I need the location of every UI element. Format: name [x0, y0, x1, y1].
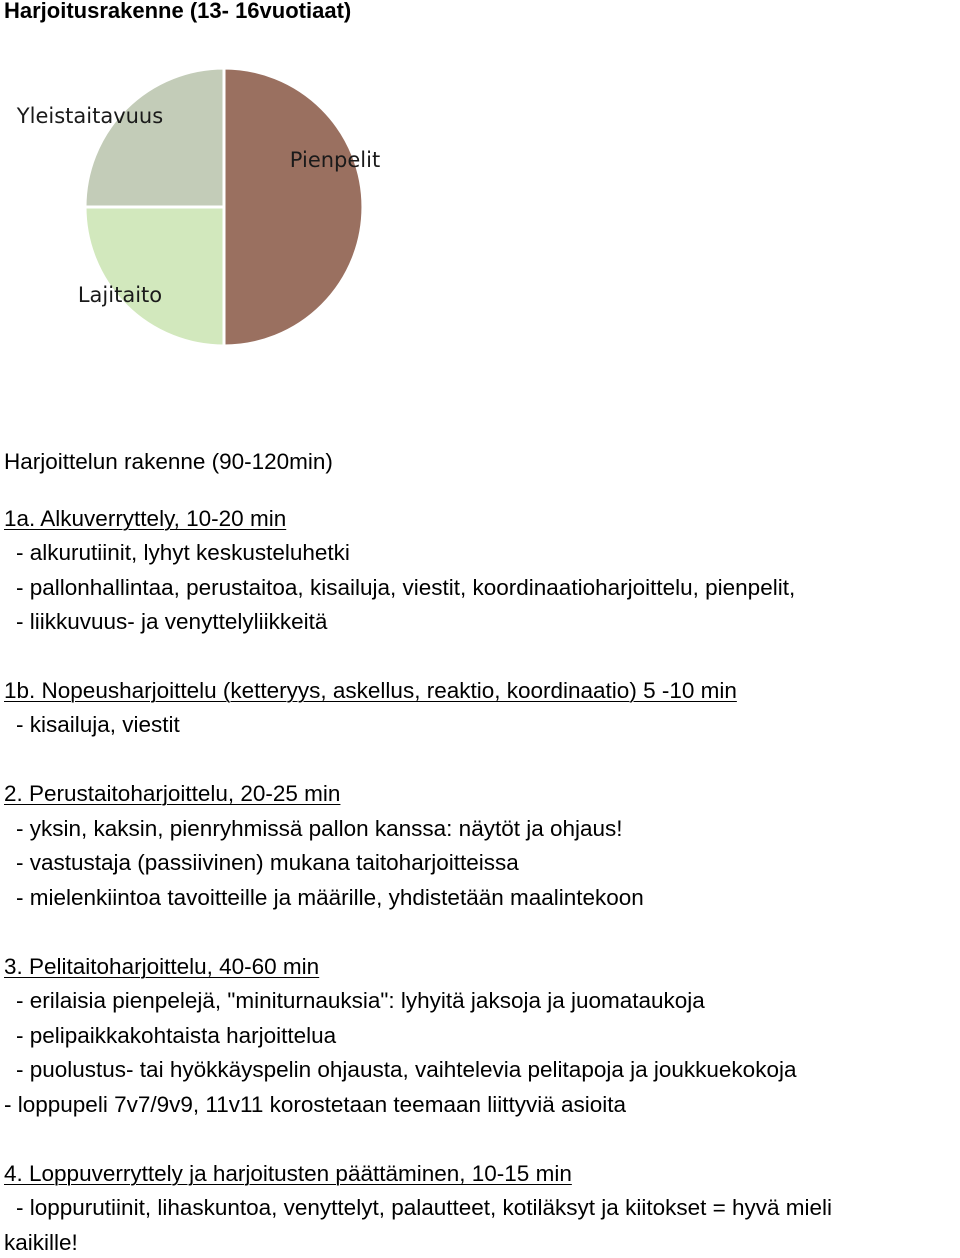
pie-slice-yleistaitavuus — [85, 68, 224, 207]
section-1b-heading: 1b. Nopeusharjoittelu (ketteryys, askellus, reaktio, koordinaatio) 5 -10 min — [4, 678, 737, 703]
pie-slice-pienpelit — [224, 68, 363, 346]
section-1b-item: - kisailuja, viestit — [16, 712, 180, 737]
section-2-heading: 2. Perustaitoharjoittelu, 20-25 min — [4, 781, 341, 806]
section-4-heading: 4. Loppuverryttely ja harjoitusten päättäminen, 10-15 min — [4, 1161, 572, 1186]
section-3-item: - pelipaikkakohtaista harjoittelua — [16, 1023, 337, 1048]
section-1a-heading: 1a. Alkuverryttely, 10-20 min — [4, 506, 287, 531]
document-title: Harjoitusrakenne (13- 16vuotiaat) — [4, 0, 352, 23]
section-2-item: - vastustaja (passiivinen) mukana taitoharjoitteissa — [16, 850, 519, 875]
training-structure-pie-chart — [0, 50, 420, 360]
section-2-item: - mielenkiintoa tavoitteille ja määrille, yhdistetään maalintekoon — [16, 885, 644, 910]
section-4-item: kaikille! — [4, 1230, 78, 1255]
section-3-heading: 3. Pelitaitoharjoittelu, 40-60 min — [4, 954, 320, 979]
section-3-item: - erilaisia pienpelejä, "miniturnauksia": lyhyitä jaksoja ja juomataukoja — [16, 988, 705, 1013]
pie-label-lajitaito: Lajitaito — [77, 283, 163, 307]
pie-label-yleistaitavuus: Yleistaitavuus — [16, 104, 164, 128]
section-1a-item: - alkurutiinit, lyhyt keskusteluhetki — [16, 540, 350, 565]
pie-label-pienpelit: Pienpelit — [289, 148, 381, 172]
section-3-item: - puolustus- tai hyökkäyspelin ohjausta, vaihtelevia pelitapoja ja joukkuekokoja — [16, 1057, 797, 1082]
section-4-item: - loppurutiinit, lihaskuntoa, venyttelyt, palautteet, kotiläksyt ja kiitokset = hyvä mieli — [16, 1195, 833, 1220]
section-1a-item: - pallonhallintaa, perustaitoa, kisailuja, viestit, koordinaatioharjoittelu, pienpelit, — [16, 575, 796, 600]
section-3-item: - loppupeli 7v7/9v9, 11v11 korostetaan teemaan liittyviä asioita — [4, 1092, 627, 1117]
section-2-item: - yksin, kaksin, pienryhmissä pallon kanssa: näytöt ja ohjaus! — [16, 816, 623, 841]
pie-slice-lajitaito — [85, 207, 224, 346]
section-1a-item: - liikkuvuus- ja venyttelyliikkeitä — [16, 609, 328, 634]
structure-subheading: Harjoittelun rakenne (90-120min) — [4, 449, 333, 474]
